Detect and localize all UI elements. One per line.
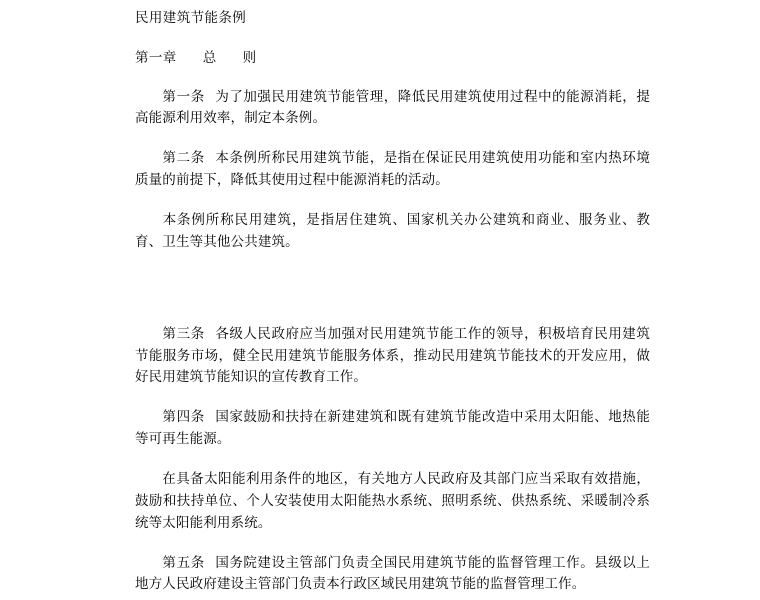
article-label-5: 第五条 (162, 554, 205, 571)
chapter-heading (135, 48, 650, 68)
paragraph-article-5 (135, 553, 650, 597)
document-title: 民用建筑节能条例 (135, 10, 247, 26)
chapter-name-second: 则 (242, 50, 257, 67)
article-text-4: 国家鼓励和扶持在新建建筑和既有建筑节能改造中采用太阳能、地热能等可再生能源。 (135, 409, 650, 448)
article-text-2-continued: 本条例所称民用建筑，是指居住建筑、国家机关办公建筑和商业、服务业、教育、卫生等其他公共建筑。 (135, 211, 650, 250)
article-text-5: 国务院建设主管部门负责全国民用建筑节能的监督管理工作。县级以上地方人民政府建设主管部门负责本行政区域民用建筑节能的监督管理工作。 (135, 554, 650, 593)
article-text-3: 各级人民政府应当加强对民用建筑节能工作的领导，积极培育民用建筑节能服务市场，健全民用建筑节能服务体系，推动民用建筑节能技术的开发应用，做好民用建筑节能知识的宣传教育工作。 (135, 325, 650, 386)
article-label-1: 第一条 (162, 88, 205, 105)
chapter-name: 总 (202, 50, 217, 67)
chapter-number: 第一章 (135, 50, 177, 67)
paragraph-article-2-continued (135, 210, 650, 254)
paragraph-article-1 (135, 87, 650, 131)
paragraph-article-4 (135, 407, 650, 451)
paragraph-article-2 (135, 148, 650, 192)
article-text-1: 为了加强民用建筑节能管理，降低民用建筑使用过程中的能源消耗，提高能源利用效率，制定本条例。 (135, 88, 650, 127)
article-text-4-continued: 在具备太阳能利用条件的地区，有关地方人民政府及其部门应当采取有效措施，鼓励和扶持单位、个人安装使用太阳能热水系统、照明系统、供热系统、采暖制冷系统等太阳能利用系统。 (135, 470, 650, 531)
page-spacer (135, 254, 650, 306)
paragraph-article-3 (135, 324, 650, 390)
article-label-4: 第四条 (162, 409, 205, 426)
document-page (0, 8, 760, 600)
article-label-3: 第三条 (162, 325, 205, 342)
paragraph-article-4-continued (135, 469, 650, 535)
article-label-2: 第二条 (162, 150, 205, 167)
article-text-2: 本条例所称民用建筑节能，是指在保证民用建筑使用功能和室内热环境质量的前提下，降低其使用过程中能源消耗的活动。 (135, 150, 650, 189)
